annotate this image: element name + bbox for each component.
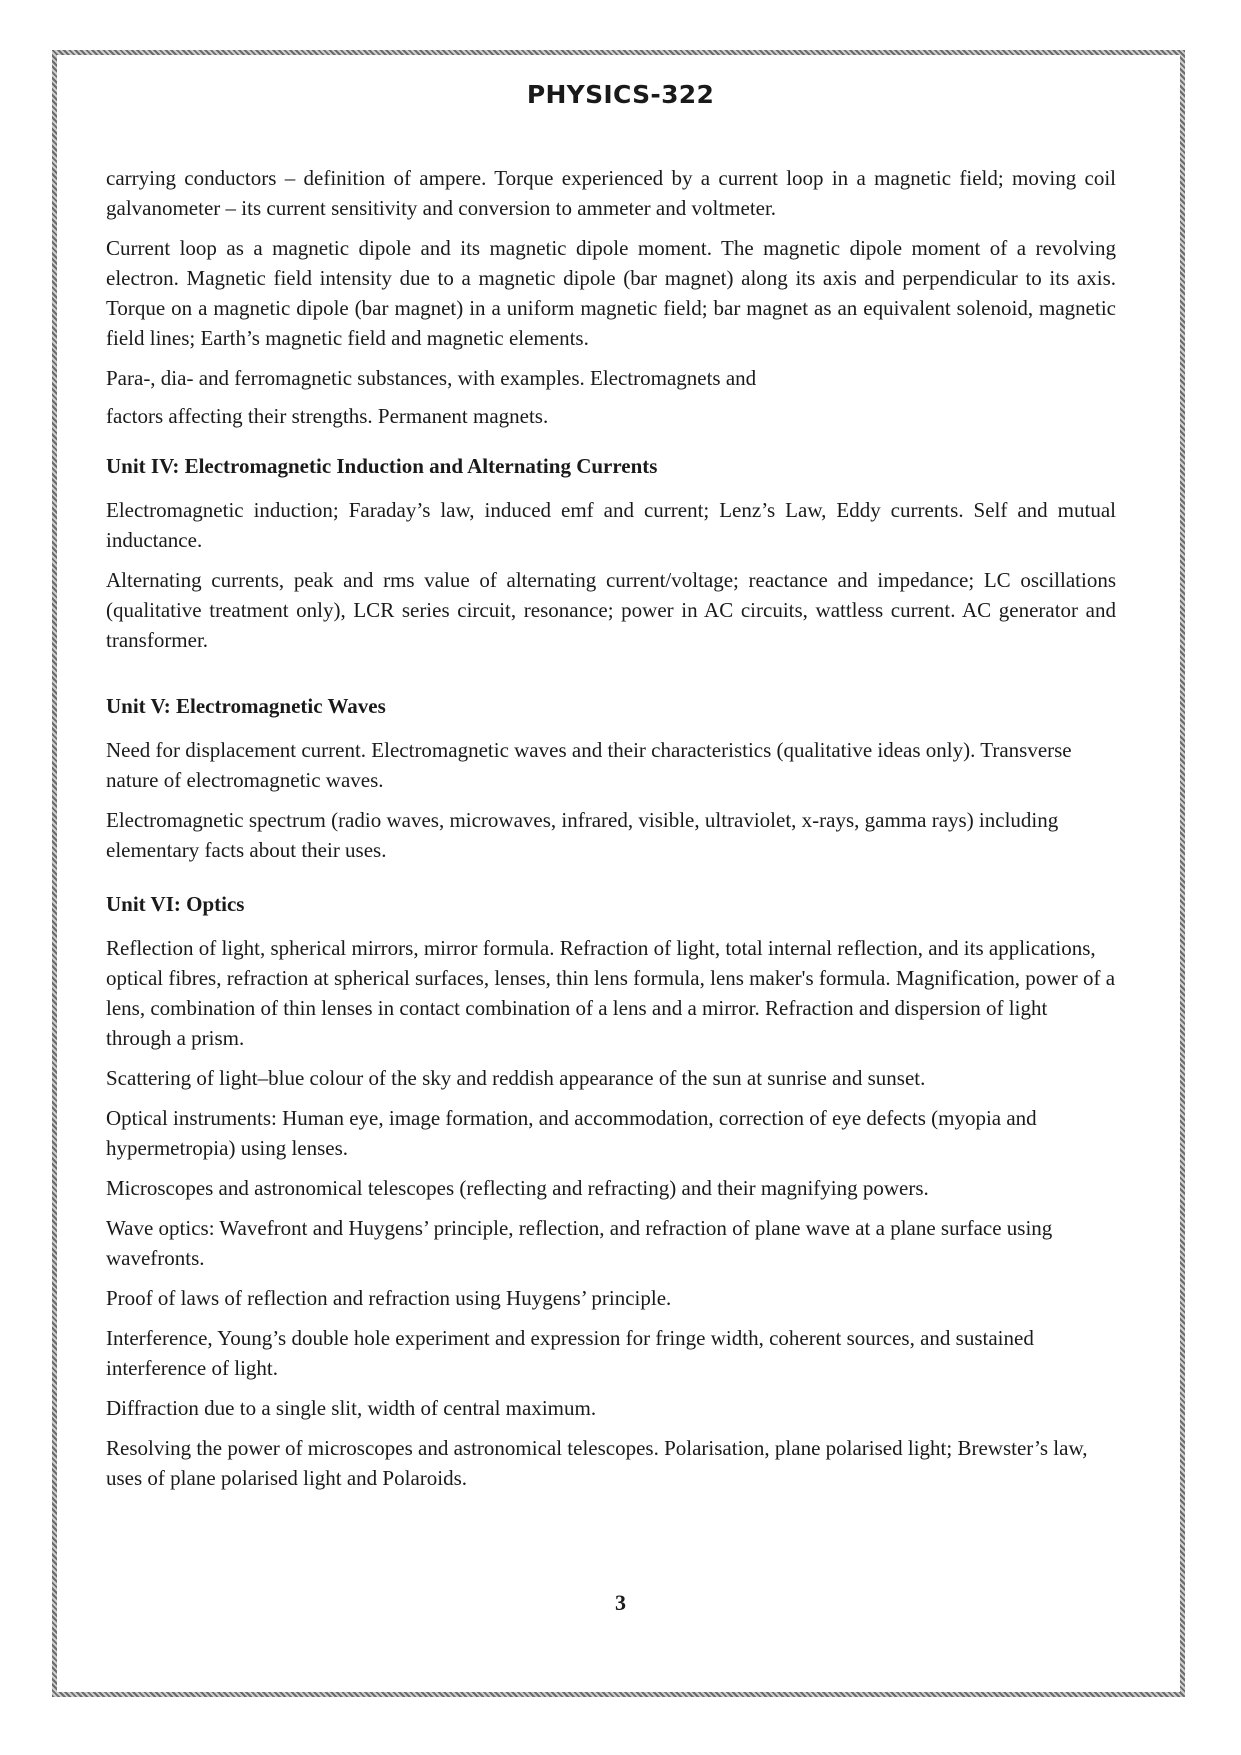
paragraph-microscopes: Microscopes and astronomical telescopes (reflecting and refracting) and their magnifying powers. (106, 1176, 929, 1200)
page-number: 3 (615, 1590, 626, 1615)
paragraph-huygens-proof: Proof of laws of reflection and refraction using Huygens’ principle. (106, 1286, 672, 1310)
document-body (106, 163, 1116, 1503)
paragraph-reflection-refraction: Reflection of light, spherical mirrors, mirror formula. Refraction of light, total internal reflection, and its applications, optical fibres, refraction at spherical surfaces, lenses, thin lens formula, lens maker's formula. Magnification, power of a lens, combination of thin lenses in contact combination of a lens and a mirror. Refraction and dispersion of light through a prism. (106, 936, 1116, 1050)
paragraph-optical-instruments: Optical instruments: Human eye, image formation, and accommodation, correction of eye defects (myopia and hypermetropia) using lenses. (106, 1106, 1037, 1160)
unit-5-heading: Unit V: Electromagnetic Waves (106, 694, 386, 718)
paragraph-displacement-current: Need for displacement current. Electromagnetic waves and their characteristics (qualitative ideas only). Transverse nature of electromagnetic waves. (106, 738, 1072, 792)
paragraph-magnetic-substances: Para-, dia- and ferromagnetic substances, with examples. Electromagnets and (106, 366, 757, 390)
paragraph-magnetic-dipole: Current loop as a magnetic dipole and its magnetic dipole moment. The magnetic dipole moment of a revolving electron. Magnetic field intensity due to a magnetic dipole (bar magnet) along its axis and perpendicular to its axis. Torque on a magnetic dipole (bar magnet) in a uniform magnetic field; bar magnet as an equivalent solenoid, magnetic field lines; Earth’s magnetic field and magnetic elements. (106, 236, 1116, 350)
paragraph-scattering: Scattering of light–blue colour of the sky and reddish appearance of the sun at sunrise and sunset. (106, 1066, 926, 1090)
paragraph-current-conductors: carrying conductors – definition of ampere. Torque experienced by a current loop in a magnetic field; moving coil galvanometer – its current sensitivity and conversion to ammeter and voltmeter. (106, 166, 1116, 220)
paragraph-polarisation: Resolving the power of microscopes and astronomical telescopes. Polarisation, plane polarised light; Brewster’s law, uses of plane polarised light and Polaroids. (106, 1436, 1088, 1490)
paragraph-interference: Interference, Young’s double hole experiment and expression for fringe width, coherent sources, and sustained interference of light. (106, 1326, 1034, 1380)
paragraph-em-induction: Electromagnetic induction; Faraday’s law, induced emf and current; Lenz’s Law, Eddy currents. Self and mutual inductance. (106, 498, 1116, 552)
page-title: PHYSICS-322 (526, 80, 715, 109)
unit-6-heading: Unit VI: Optics (106, 892, 245, 916)
paragraph-em-spectrum: Electromagnetic spectrum (radio waves, microwaves, infrared, visible, ultraviolet, x-rays, gamma rays) including elementary facts about their uses. (106, 808, 1059, 862)
paragraph-alternating-currents: Alternating currents, peak and rms value of alternating current/voltage; reactance and impedance; LC oscillations (qualitative treatment only), LCR series circuit, resonance; power in AC circuits, wattless current. AC generator and transformer. (106, 568, 1116, 652)
paragraph-diffraction: Diffraction due to a single slit, width of central maximum. (106, 1396, 597, 1420)
paragraph-permanent-magnets: factors affecting their strengths. Permanent magnets. (106, 404, 549, 428)
paragraph-wave-optics: Wave optics: Wavefront and Huygens’ principle, reflection, and refraction of plane wave at a plane surface using wavefronts. (106, 1216, 1053, 1270)
unit-4-heading: Unit IV: Electromagnetic Induction and Alternating Currents (106, 454, 658, 478)
